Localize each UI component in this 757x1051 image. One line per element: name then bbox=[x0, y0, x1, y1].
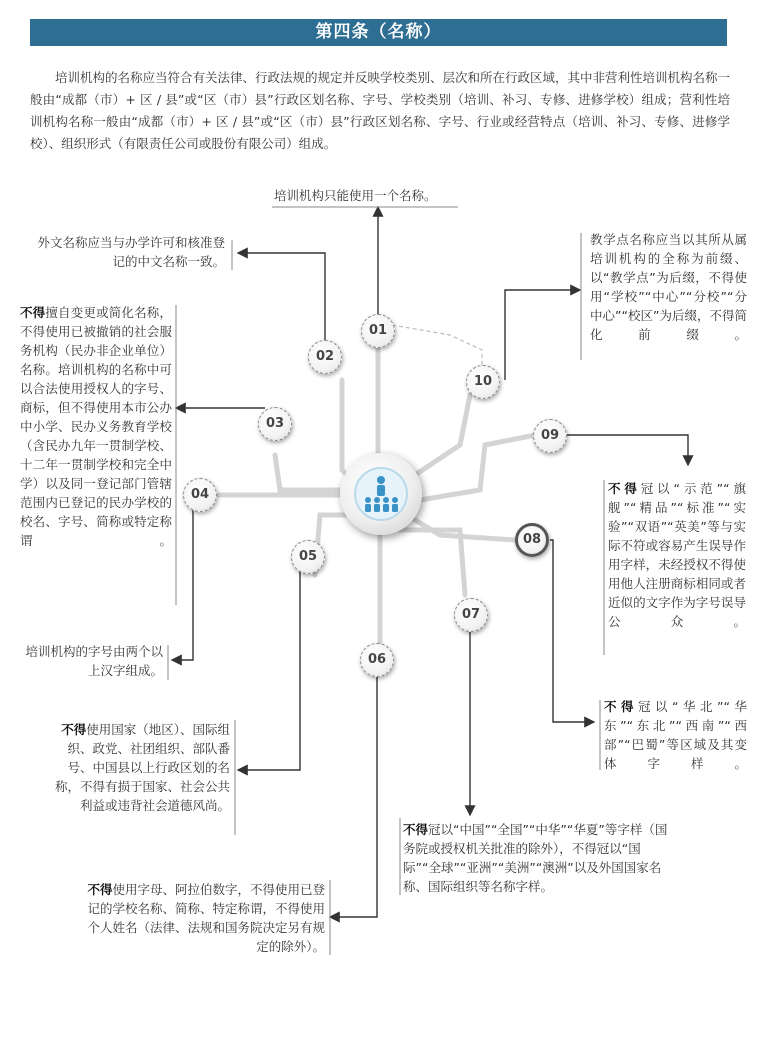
rule-08-body: 冠以“华北”“华东”“东北”“西南”“西部”“巴蜀”等区域及其变体字样。 bbox=[604, 699, 747, 771]
node-08: 08 bbox=[515, 523, 549, 557]
rule-09-body: 冠以“示范”“旗舰”“精品”“标准”“实验”“双语”“英美”等与实际不符或容易产生误导作用字样，未经授权不得使用他人注册商标相同或者近似的文字作为字号误导公众。 bbox=[608, 481, 746, 629]
node-06: 06 bbox=[360, 643, 394, 677]
rule-02-text: 外文名称应当与办学许可和核准登记的中文名称一致。 bbox=[37, 235, 225, 269]
rule-07-body: 冠以“中国”“全国”“中华”“华夏”等字样（国务院或授权机关批准的除外），不得冠以“国际”“全球”“亚洲”“美洲”“澳洲”以及外国国家名称、国际组织等名称字样。 bbox=[403, 822, 668, 894]
node-09: 09 bbox=[533, 419, 567, 453]
rule-03-text bbox=[20, 303, 172, 550]
node-02: 02 bbox=[308, 340, 342, 374]
page-title: 第四条（名称） bbox=[30, 19, 727, 46]
rule-03-body: 擅自变更或简化名称，不得使用已被撤销的社会服务机构（民办非企业单位）名称。培训机构的名称中可以合法使用授权人的字号、商标，但不得使用本市公办中小学、民办义务教育学校（含民办九年一贯制学校、十二年一贯制学校和完全中学）以及同一登记部门管辖范围内已登记的民办学校的校名、字号、简称或特定称谓。 bbox=[20, 305, 172, 548]
rule-07-bold: 不得 bbox=[403, 822, 429, 837]
node-03: 03 bbox=[258, 407, 292, 441]
rule-04-text: 培训机构的字号由两个以上汉字组成。 bbox=[25, 644, 163, 678]
rule-06-bold: 不得 bbox=[87, 882, 113, 897]
central-hub bbox=[340, 453, 422, 535]
rule-03-bold: 不得 bbox=[20, 305, 46, 320]
rule-08-text bbox=[604, 697, 747, 773]
rule-10-text: 教学点名称应当以其所从属培训机构的全称为前缀、以“教学点”为后缀，不得使用“学校”“中心”“分校”“分中心”“校区”为后缀，不得简化前缀。 bbox=[590, 232, 747, 342]
rule-05-bold: 不得 bbox=[61, 722, 87, 737]
rule-06-body: 使用字母、阿拉伯数字，不得使用已登记的学校名称、简称、特定称谓，不得使用个人姓名（法律、法规和国务院决定另有规定的除外）。 bbox=[87, 882, 325, 954]
intro-paragraph: 培训机构的名称应当符合有关法律、行政法规的规定并反映学校类别、层次和所在行政区域，其中非营利性培训机构名称一般由“成都（市）+ 区 / 县”或“区（市）县”行政区划名称、字号、学校类别（培训、补习、专修、进修学校）组成；营利性培训机构名称一般由“成都（市）+ 区 / 县”或“区（市）县”行政区划名称、字号、行业或经营特点（培训、补习、专修、进修学校）、组织形式（有限责任公司或股份有限公司）组成。 bbox=[30, 70, 731, 151]
rule-05-body: 使用国家（地区）、国际组织、政党、社团组织、部队番号、中国县以上行政区划的名称，不得有损于国家、社会公共利益或违背社会道德风尚。 bbox=[54, 722, 230, 813]
rule-09-bold: 不得 bbox=[608, 481, 641, 496]
node-07: 07 bbox=[454, 598, 488, 632]
rule-06-text bbox=[80, 880, 325, 956]
rule-09-text bbox=[608, 479, 746, 631]
node-05: 05 bbox=[291, 540, 325, 574]
node-01: 01 bbox=[361, 314, 395, 348]
rule-08-bold: 不得 bbox=[604, 699, 639, 714]
rule-07-text bbox=[403, 820, 678, 896]
rule-01-text: 培训机构只能使用一个名称。 bbox=[274, 188, 437, 203]
people-hierarchy-icon bbox=[354, 467, 408, 521]
node-10: 10 bbox=[466, 365, 500, 399]
node-04: 04 bbox=[183, 478, 217, 512]
rule-05-text bbox=[45, 720, 230, 815]
